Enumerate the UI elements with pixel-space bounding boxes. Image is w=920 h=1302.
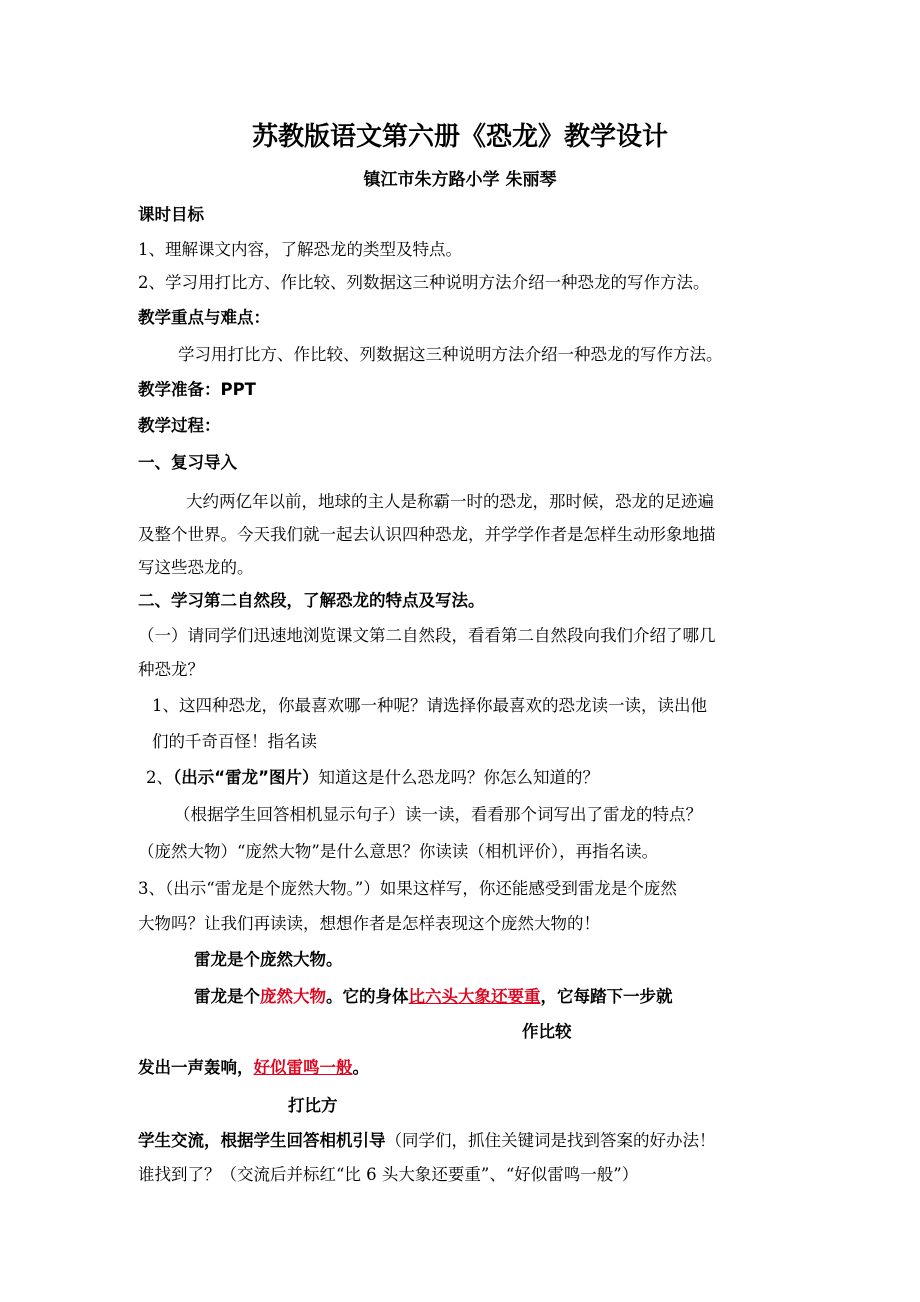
goals-heading: 课时目标: [138, 205, 204, 224]
key-points-heading: 教学重点与难点：: [138, 308, 270, 327]
section1-heading: 一、复习导入: [138, 453, 237, 472]
process-heading: 教学过程：: [138, 416, 221, 435]
question1-line-2: 种恐龙？: [138, 660, 204, 679]
exchange-rest: （同学们，抓住关键词是找到答案的好办法！: [385, 1131, 716, 1150]
question1-line-1: （一）请同学们迅速地浏览课文第二自然段，看看第二自然段向我们介绍了哪几: [138, 626, 716, 645]
s3-part-a: 发出一声轰响，: [138, 1058, 254, 1077]
para1-line-2: 们的千奇百怪！指名读: [152, 732, 317, 751]
exchange-line-2: 谁找到了？（交流后并标红“比 6 头大象还要重”、“好似雷鸣一般”）: [138, 1165, 639, 1184]
s2-highlight: 庞然大物: [260, 987, 326, 1006]
section1-line-3: 写这些恐龙的。: [138, 558, 254, 577]
s2-part-a: 雷龙是个: [194, 987, 260, 1006]
note-compare: 作比较: [522, 1022, 572, 1041]
para2-bold: （出示“雷龙”图片）: [173, 768, 319, 787]
para2-line-2: （根据学生回答相机显示句子）读一读，看看那个词写出了雷龙的特点？: [174, 805, 702, 824]
s2-underlined-highlight: 比六头大象还要重: [408, 987, 541, 1006]
para1-line-1: 1、这四种恐龙，你最喜欢哪一种呢？请选择你最喜欢的恐龙读一读，读出他: [152, 696, 707, 715]
para3-line-2: 大物吗？让我们再读读，想想作者是怎样表现这个庞然大物的！: [138, 914, 600, 933]
exchange-line-1: [138, 1129, 716, 1153]
para2-prefix: 2、: [146, 768, 173, 787]
s2-part-b: 。它的身体: [326, 987, 409, 1006]
prep-line: 教学准备：PPT: [138, 380, 256, 399]
example-sentence-2: [194, 985, 673, 1009]
exchange-bold: 学生交流，根据学生回答相机引导: [138, 1131, 386, 1150]
example-sentence-1: 雷龙是个庞然大物。: [194, 950, 343, 969]
goal-item-2: 2、学习用打比方、作比较、列数据这三种说明方法介绍一种恐龙的写作方法。: [138, 273, 710, 292]
note-metaphor: 打比方: [288, 1096, 338, 1115]
para3-line-1: 3、（出示“雷龙是个庞然大物。”）如果这样写，你还能感受到雷龙是个庞然: [138, 879, 677, 898]
s3-underlined-highlight: 好似雷鸣一般: [253, 1058, 353, 1077]
para2-line-1: [146, 766, 599, 790]
section2-heading: 二、学习第二自然段，了解恐龙的特点及写法。: [138, 591, 485, 610]
page-title: 苏教版语文第六册《恐龙》教学设计: [251, 122, 668, 152]
goal-item-1: 1、理解课文内容，了解恐龙的类型及特点。: [138, 240, 462, 259]
author-line: 镇江市朱方路小学 朱丽琴: [363, 170, 557, 190]
para2-rest: 知道这是什么恐龙吗？你怎么知道的？: [318, 768, 599, 787]
section1-line-1: 大约两亿年以前，地球的主人是称霸一时的恐龙，那时候，恐龙的足迹遍: [186, 492, 714, 511]
para2-line-3: （庞然大物）“庞然大物”是什么意思？你读读（相机评价），再指名读。: [138, 842, 659, 861]
example-sentence-3: [138, 1056, 369, 1080]
s2-part-c: ，它每踏下一步就: [540, 987, 673, 1006]
section1-line-2: 及整个世界。今天我们就一起去认识四种恐龙，并学学作者是怎样生动形象地描: [138, 525, 716, 544]
key-points-text: 学习用打比方、作比较、列数据这三种说明方法介绍一种恐龙的写作方法。: [178, 345, 723, 364]
s3-part-b: 。: [352, 1058, 369, 1077]
